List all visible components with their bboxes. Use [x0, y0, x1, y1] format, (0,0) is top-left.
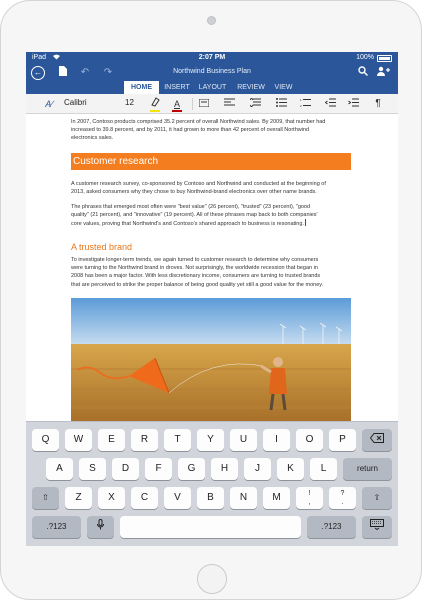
battery-percent: 100% — [356, 54, 374, 61]
intro-paragraph — [71, 118, 354, 143]
align-left-icon[interactable] — [222, 97, 236, 111]
key-n[interactable]: N — [230, 487, 257, 509]
carrier-label: iPad — [32, 54, 47, 61]
title-bar — [26, 65, 398, 81]
intro-line: In 2007, Contoso products comprised 35.2 percent of overall Northwind sales. By 2009, that number had — [71, 119, 326, 125]
status-bar — [26, 52, 398, 65]
backspace-key[interactable] — [362, 429, 392, 451]
tab-view[interactable]: VIEW — [274, 84, 293, 91]
document-page[interactable] — [71, 114, 354, 421]
styles-icon[interactable]: A∕ — [45, 99, 53, 109]
phrases-line: The phrases that emerged most often were "best value" (26 percent), "trusted" (23 percent), "good — [71, 204, 311, 210]
key-z[interactable]: Z — [65, 487, 92, 509]
highlight-icon[interactable] — [149, 97, 161, 111]
phrases-line: quality" (21 percent), and "innovative" (19 percent). All of these phrases map back to both companies' — [71, 212, 318, 219]
tab-layout[interactable]: LAYOUT — [198, 84, 227, 91]
space-bar[interactable] — [120, 516, 301, 538]
share-person-icon[interactable] — [376, 66, 390, 80]
increase-indent-icon[interactable] — [346, 97, 360, 111]
key-h[interactable]: H — [211, 458, 238, 480]
phrases-line: core values, proving that Northwind's and Contoso's shared approach to business is resonating. — [71, 221, 304, 228]
paragraph-spacing-icon[interactable] — [248, 97, 262, 111]
trusted-line: 2008 has been a major factor. With less discretionary income, consumers are turning to trusted brands — [71, 273, 321, 280]
key-p[interactable]: P — [329, 429, 356, 451]
home-button[interactable] — [197, 564, 227, 594]
key-t[interactable]: T — [164, 429, 191, 451]
font-name-picker[interactable]: Calibri — [64, 98, 87, 107]
heading-trusted-brand: A trusted brand — [71, 242, 133, 252]
dictation-key[interactable] — [87, 516, 114, 538]
key-l[interactable]: L — [310, 458, 337, 480]
status-time: 2:07 PM — [198, 54, 226, 61]
home-toolbar — [26, 94, 398, 114]
key-k[interactable]: K — [277, 458, 304, 480]
onscreen-keyboard — [26, 421, 398, 546]
survey-paragraph — [71, 180, 354, 196]
phrases-paragraph — [71, 203, 354, 229]
document-title: Northwind Business Plan — [173, 68, 251, 75]
decrease-indent-icon[interactable] — [323, 97, 337, 111]
back-icon[interactable]: ← — [31, 66, 45, 80]
heading-customer-research: Customer research — [71, 153, 351, 170]
search-icon[interactable] — [357, 66, 369, 80]
shift-right-key[interactable]: ⇧ — [362, 487, 392, 509]
key-u[interactable]: U — [230, 429, 257, 451]
trusted-line: To investigate longer-term trends, we again turned to customer research to determine why consumers — [71, 257, 319, 263]
key-d[interactable]: D — [112, 458, 139, 480]
font-size-picker[interactable]: 12 — [125, 98, 134, 107]
paragraph-marks-icon[interactable]: ¶ — [375, 98, 381, 109]
kite-field-photo[interactable] — [71, 298, 351, 421]
front-camera — [207, 16, 216, 25]
trusted-paragraph — [71, 256, 354, 289]
return-key[interactable]: return — [343, 458, 392, 480]
key-s[interactable]: S — [79, 458, 106, 480]
ribbon-tabs — [26, 81, 398, 94]
key-a[interactable]: A — [46, 458, 73, 480]
word-app-screen — [26, 52, 398, 546]
tab-review[interactable]: REVIEW — [237, 84, 265, 91]
key-j[interactable]: J — [244, 458, 271, 480]
trusted-line: that are perceived to strike the proper balance of being good quality yet still a good value for the money. — [71, 281, 324, 288]
battery-icon — [377, 55, 392, 62]
numbering-icon[interactable] — [298, 97, 312, 111]
trusted-line: were turning to the Northwind brand in droves. Not surprisingly, the worldwide recession that began in — [71, 265, 318, 272]
text-cursor — [305, 219, 306, 226]
highlight-color-bar — [150, 110, 160, 112]
key-m[interactable]: M — [263, 487, 290, 509]
shift-left-key[interactable]: ⇧ — [32, 487, 59, 509]
tab-home[interactable]: HOME — [124, 81, 159, 94]
key-v[interactable]: V — [164, 487, 191, 509]
svg-text:1: 1 — [299, 98, 302, 102]
key-w[interactable]: W — [65, 429, 92, 451]
key-i[interactable]: I — [263, 429, 290, 451]
survey-line: A customer research survey, co-sponsored by Contoso and Northwind and conducted at the beginning of — [71, 181, 326, 187]
bullets-icon[interactable] — [274, 97, 288, 111]
intro-line: increased to 39.8 percent, and by 2011, it had grown to more than 42 percent of overall Northwind — [71, 127, 310, 134]
numbers-key-left[interactable]: .?123 — [32, 516, 81, 538]
key-o[interactable]: O — [296, 429, 323, 451]
key-b[interactable]: B — [197, 487, 224, 509]
more-font-icon[interactable] — [198, 97, 210, 111]
survey-line: 2013, asked consumers why they chose to buy Northwind-brand electronics over other name brands. — [71, 189, 317, 196]
key-f[interactable]: F — [145, 458, 172, 480]
intro-line: electronics sales. — [71, 135, 114, 142]
key-y[interactable]: Y — [197, 429, 224, 451]
svg-text:2: 2 — [299, 104, 302, 107]
key-c[interactable]: C — [131, 487, 158, 509]
key-x[interactable]: X — [98, 487, 125, 509]
toolbar-divider — [192, 98, 193, 110]
hide-keyboard-key[interactable] — [362, 516, 392, 538]
key-g[interactable]: G — [178, 458, 205, 480]
font-color-icon[interactable]: A — [173, 99, 180, 109]
redo-icon[interactable]: ↷ — [103, 67, 113, 78]
key-q[interactable]: Q — [32, 429, 59, 451]
numbers-key-right[interactable]: .?123 — [307, 516, 356, 538]
key-r[interactable]: R — [131, 429, 158, 451]
tab-insert[interactable]: INSERT — [164, 84, 190, 91]
key-exclaim-comma[interactable]: ! , — [296, 487, 323, 509]
font-color-bar — [172, 110, 182, 112]
key-e[interactable]: E — [98, 429, 125, 451]
undo-icon[interactable]: ↶ — [80, 67, 90, 78]
key-question-period[interactable]: ? . — [329, 487, 356, 509]
